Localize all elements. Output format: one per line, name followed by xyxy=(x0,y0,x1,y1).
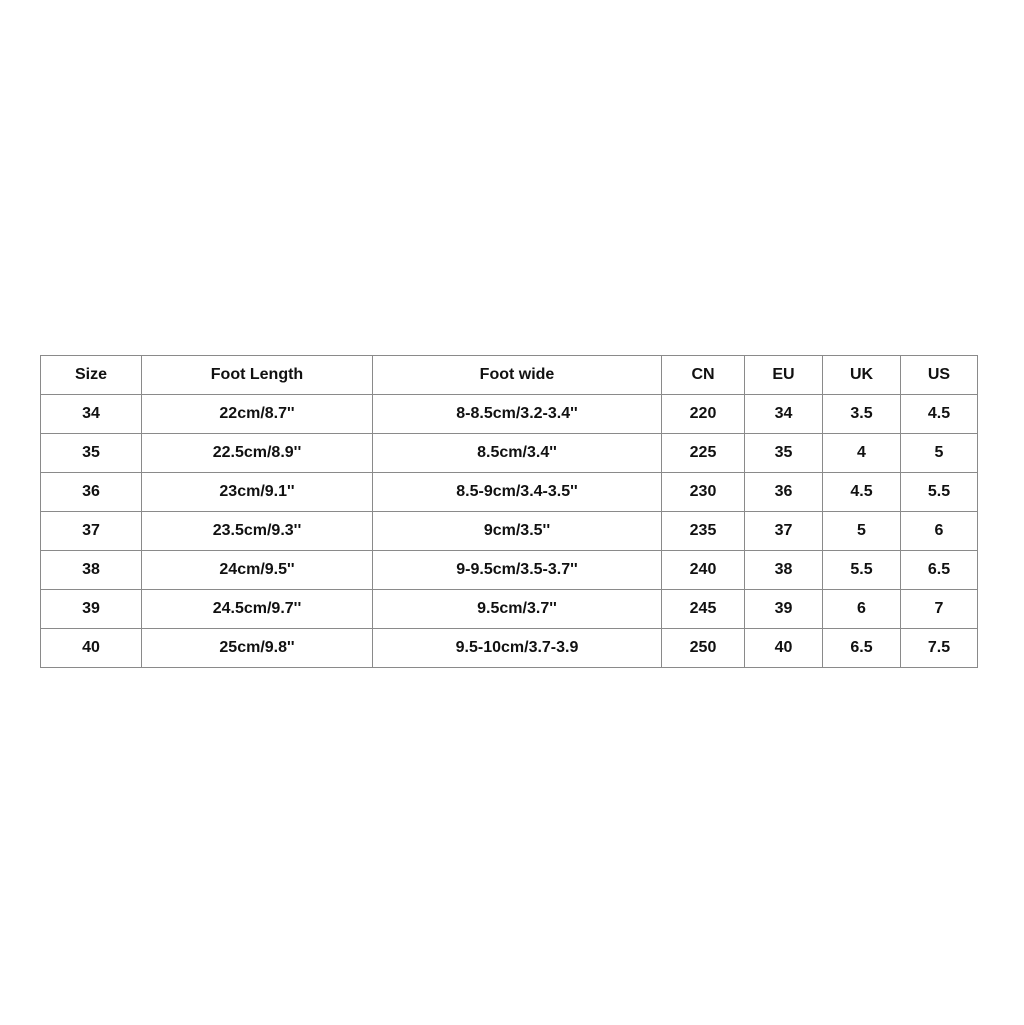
cell-size: 34 xyxy=(41,395,142,434)
cell-foot-wide: 9.5cm/3.7'' xyxy=(373,590,662,629)
header-size: Size xyxy=(41,356,142,395)
cell-foot-length: 24.5cm/9.7'' xyxy=(142,590,373,629)
cell-us: 4.5 xyxy=(901,395,978,434)
cell-us: 6 xyxy=(901,512,978,551)
cell-us: 6.5 xyxy=(901,551,978,590)
cell-cn: 225 xyxy=(662,434,745,473)
table-row xyxy=(41,590,978,629)
cell-uk: 3.5 xyxy=(823,395,901,434)
cell-eu: 40 xyxy=(745,629,823,668)
cell-size: 35 xyxy=(41,434,142,473)
header-uk: UK xyxy=(823,356,901,395)
header-foot-length: Foot Length xyxy=(142,356,373,395)
cell-eu: 34 xyxy=(745,395,823,434)
cell-foot-wide: 8-8.5cm/3.2-3.4'' xyxy=(373,395,662,434)
cell-eu: 35 xyxy=(745,434,823,473)
cell-cn: 220 xyxy=(662,395,745,434)
cell-foot-length: 23.5cm/9.3'' xyxy=(142,512,373,551)
header-foot-wide: Foot wide xyxy=(373,356,662,395)
cell-uk: 6.5 xyxy=(823,629,901,668)
cell-size: 39 xyxy=(41,590,142,629)
cell-foot-wide: 9.5-10cm/3.7-3.9 xyxy=(373,629,662,668)
cell-size: 36 xyxy=(41,473,142,512)
cell-size: 40 xyxy=(41,629,142,668)
table-row xyxy=(41,473,978,512)
cell-foot-wide: 9cm/3.5'' xyxy=(373,512,662,551)
cell-size: 38 xyxy=(41,551,142,590)
cell-foot-wide: 8.5cm/3.4'' xyxy=(373,434,662,473)
table-row xyxy=(41,395,978,434)
cell-us: 7.5 xyxy=(901,629,978,668)
cell-foot-wide: 9-9.5cm/3.5-3.7'' xyxy=(373,551,662,590)
cell-us: 7 xyxy=(901,590,978,629)
cell-cn: 250 xyxy=(662,629,745,668)
cell-foot-length: 24cm/9.5'' xyxy=(142,551,373,590)
cell-eu: 38 xyxy=(745,551,823,590)
cell-cn: 240 xyxy=(662,551,745,590)
table-row xyxy=(41,629,978,668)
cell-foot-length: 22.5cm/8.9'' xyxy=(142,434,373,473)
cell-uk: 5.5 xyxy=(823,551,901,590)
cell-cn: 245 xyxy=(662,590,745,629)
header-cn: CN xyxy=(662,356,745,395)
cell-uk: 5 xyxy=(823,512,901,551)
cell-us: 5 xyxy=(901,434,978,473)
table-row xyxy=(41,551,978,590)
size-chart-table xyxy=(40,355,978,668)
table-row xyxy=(41,434,978,473)
cell-us: 5.5 xyxy=(901,473,978,512)
cell-eu: 36 xyxy=(745,473,823,512)
header-us: US xyxy=(901,356,978,395)
cell-cn: 235 xyxy=(662,512,745,551)
cell-eu: 39 xyxy=(745,590,823,629)
cell-uk: 4 xyxy=(823,434,901,473)
cell-foot-length: 23cm/9.1'' xyxy=(142,473,373,512)
cell-size: 37 xyxy=(41,512,142,551)
cell-foot-wide: 8.5-9cm/3.4-3.5'' xyxy=(373,473,662,512)
cell-eu: 37 xyxy=(745,512,823,551)
cell-uk: 6 xyxy=(823,590,901,629)
cell-uk: 4.5 xyxy=(823,473,901,512)
header-row xyxy=(41,356,978,395)
cell-foot-length: 22cm/8.7'' xyxy=(142,395,373,434)
table-row xyxy=(41,512,978,551)
header-eu: EU xyxy=(745,356,823,395)
cell-cn: 230 xyxy=(662,473,745,512)
cell-foot-length: 25cm/9.8'' xyxy=(142,629,373,668)
